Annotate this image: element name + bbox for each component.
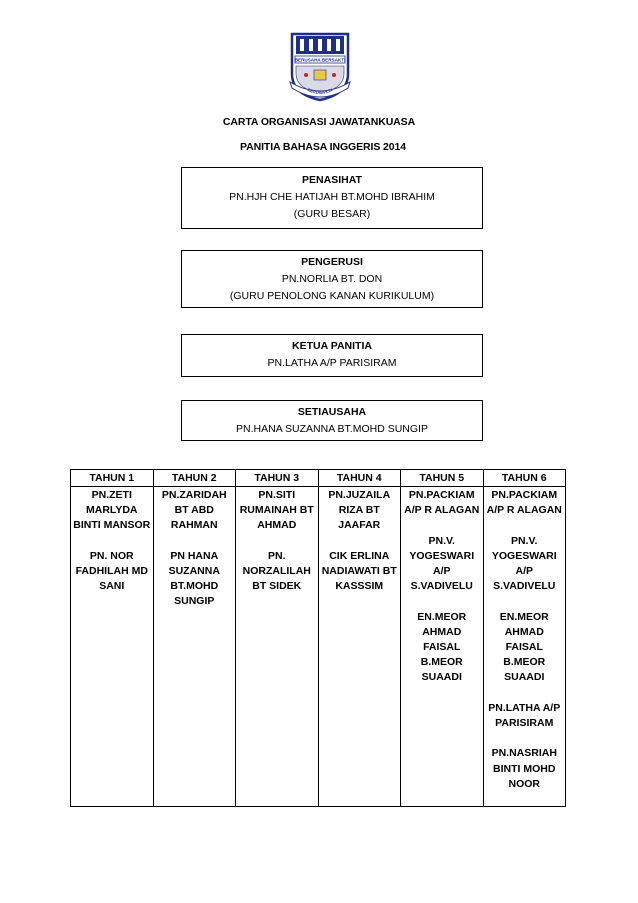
header-tahun-2: TAHUN 2 [153,470,236,487]
pengerusi-note: (GURU PENOLONG KANAN KURIKULUM) [229,290,435,302]
chart-subtitle: PANITIA BAHASA INGGERIS 2014 [239,141,406,153]
box-penasihat [181,167,483,229]
penasihat-note: (GURU BESAR) [293,208,371,220]
teacher-name: CIK ERLINA NADIAWATI BT KASSSIM [321,549,397,593]
teacher-name: PN.ZETI MARLYDA BINTI MANSOR [73,489,151,532]
teacher-name: PN.ZARIDAH BT ABD RAHMAN [161,489,227,532]
teacher-name: PN.SITI RUMAINAH BT AHMAD [239,489,314,532]
teacher-name: PN.V. YOGESWARI A/P S.VADIVELU [491,534,557,593]
header-tahun-4: TAHUN 4 [318,470,401,487]
teacher-name: PN.JUZAILA RIZA BT JAAFAR [328,489,391,532]
table-header-row [71,470,566,487]
box-pengerusi [181,250,483,308]
cell-tahun-6 [483,487,566,807]
ketua-role: KETUA PANITIA [292,340,372,352]
box-setiausaha [181,400,483,441]
teacher-name: PN.V. YOGESWARI A/P S.VADIVELU [409,534,475,593]
tahun-table [70,469,566,807]
school-crest-logo [284,30,356,102]
teacher-name: EN.MEOR AHMAD FAISAL B.MEOR SUAADI [499,610,549,684]
cell-tahun-2 [153,487,236,807]
cell-tahun-3 [236,487,319,807]
setiausaha-name: PN.HANA SUZANNA BT.MOHD SUNGIP [236,423,428,435]
teacher-name: PN. NORZALILAH BT SIDEK [242,549,311,593]
teacher-name: PN.LATHA A/P PARISIRAM [488,701,561,729]
cell-tahun-4 [318,487,401,807]
logo-upper-text: BERUSAHA BERSAKTI [294,57,346,63]
teacher-name: PN HANA SUZANNA BT.MOHD SUNGIP [168,549,220,608]
setiausaha-role: SETIAUSAHA [297,406,367,418]
chart-title: CARTA ORGANISASI JAWATANKUASA [222,116,416,128]
teacher-name: PN.PACKIAM A/P R ALAGAN [404,489,480,517]
ketua-name: PN.LATHA A/P PARISIRAM [267,357,397,369]
teacher-name: EN.MEOR AHMAD FAISAL B.MEOR SUAADI [417,610,467,684]
box-ketua-panitia [181,334,483,377]
teacher-name: PN.NASRIAH BINTI MOHD NOOR [491,747,557,790]
cell-tahun-1 [71,487,154,807]
penasihat-name: PN.HJH CHE HATIJAH BT.MOHD IBRAHIM [229,191,435,203]
pengerusi-name: PN.NORLIA BT. DON [281,273,383,285]
table-row [71,487,566,807]
penasihat-role: PENASIHAT [302,174,362,186]
pengerusi-role: PENGERUSI [301,256,363,268]
cell-tahun-5 [401,487,484,807]
header-tahun-1: TAHUN 1 [71,470,154,487]
teacher-name: PN. NOR FADHILAH MD SANI [75,549,148,593]
logo-lower-text: BERDISIPLIN [306,87,334,96]
header-tahun-5: TAHUN 5 [401,470,484,487]
header-tahun-3: TAHUN 3 [236,470,319,487]
teacher-name: PN.PACKIAM A/P R ALAGAN [486,489,562,517]
header-tahun-6: TAHUN 6 [483,470,566,487]
